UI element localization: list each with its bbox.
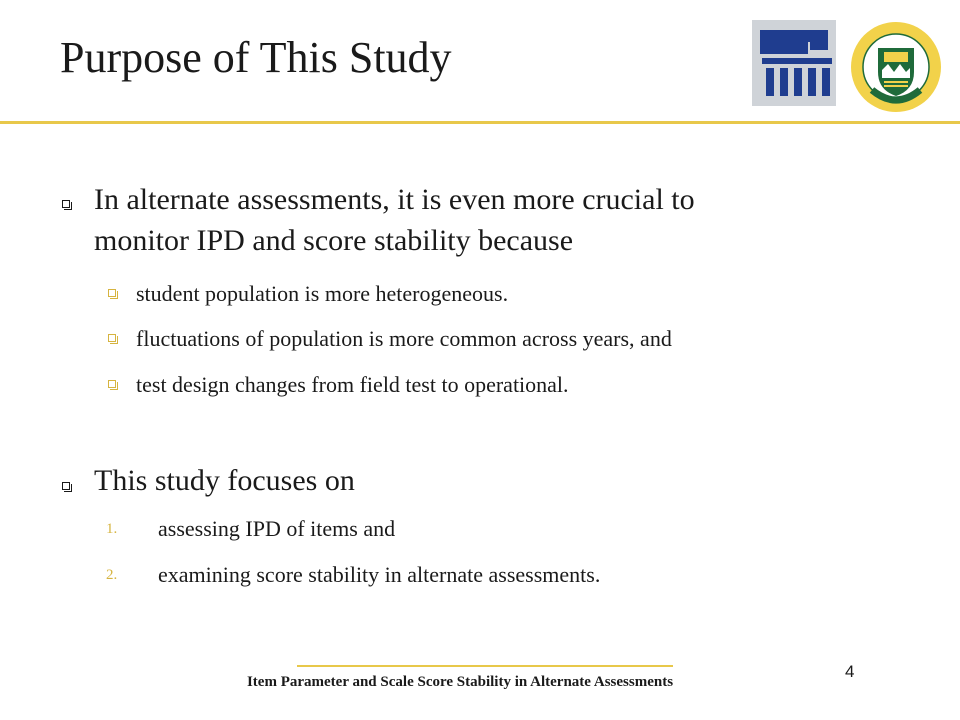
- bullet-text-line: monitor IPD and score stability because: [94, 224, 574, 257]
- sub-bullet-text: student population is more heterogeneous.: [136, 281, 509, 306]
- sub-bullet-square-icon: [108, 380, 116, 388]
- list-number: 1.: [106, 521, 118, 537]
- slide-title: Purpose of This Study: [60, 33, 452, 82]
- slide-footer: Item Parameter and Scale Score Stability in Alternate Assessments: [246, 674, 674, 690]
- page-number: 4: [845, 662, 855, 681]
- sub-bullet-square-icon: [108, 289, 116, 297]
- numbered-item-text: examining score stability in alternate assessments.: [158, 562, 601, 587]
- bullet-text-line: In alternate assessments, it is even more crucial to: [94, 183, 695, 216]
- title-underline: [0, 121, 960, 124]
- bullet-text-line: This study focuses on: [94, 464, 355, 497]
- bullet-square-icon: [62, 200, 70, 208]
- university-of-alberta-crest: [848, 20, 944, 114]
- bullet-square-icon: [62, 482, 70, 490]
- sub-bullet-text: fluctuations of population is more common across years, and: [136, 326, 672, 351]
- list-number: 2.: [106, 567, 118, 583]
- pillar-logo: [752, 20, 836, 106]
- numbered-item-text: assessing IPD of items and: [158, 516, 396, 541]
- sub-bullet-text: test design changes from field test to operational.: [136, 372, 569, 397]
- footer-rule: [297, 665, 673, 667]
- sub-bullet-square-icon: [108, 334, 116, 342]
